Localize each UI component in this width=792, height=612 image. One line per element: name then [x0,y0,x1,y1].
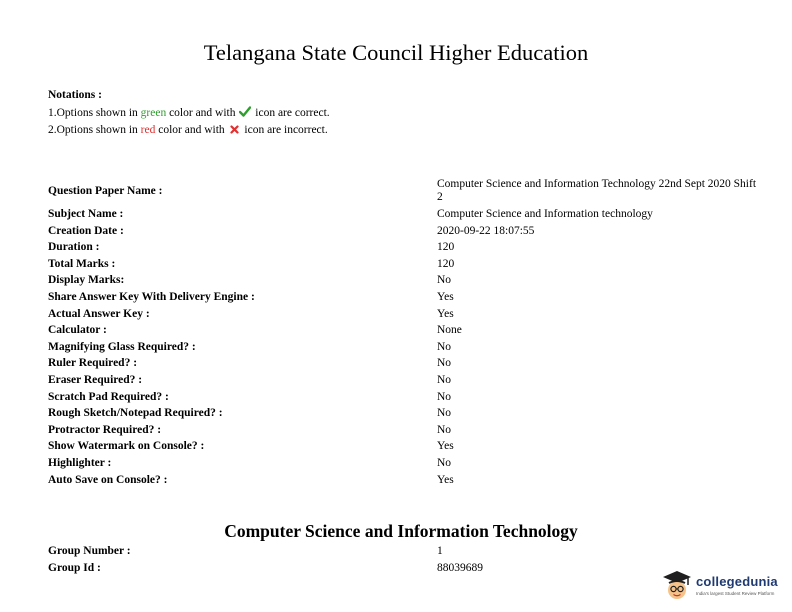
green-word: green [140,107,167,119]
notation-correct [48,106,330,120]
detail-row [48,208,768,225]
detail-row [48,457,768,474]
detail-row [48,474,768,491]
detail-label: Actual Answer Key : [48,307,150,320]
detail-label: Total Marks : [48,257,116,270]
detail-value: Computer Science and Information Technology 22nd Sept 2020 Shift 2 [437,178,757,203]
brand-name: collegedunia [696,574,778,589]
section-title: Computer Science and Information Technology [224,521,578,541]
detail-label: Protractor Required? : [48,423,162,436]
detail-label: Display Marks: [48,274,125,287]
group-details [48,545,768,578]
detail-value: No [437,390,452,403]
detail-row [48,357,768,374]
detail-label: Subject Name : [48,208,124,220]
cross-icon [228,123,242,137]
detail-value: No [437,456,452,469]
notation-text: color and with [166,107,239,119]
detail-value: Yes [437,290,454,303]
detail-label: Duration : [48,241,100,254]
notation-text: 2.Options shown in [48,124,141,136]
detail-value: Yes [437,307,454,320]
detail-value: 2020-09-22 18:07:55 [437,224,535,237]
detail-row [48,178,768,208]
detail-label: Rough Sketch/Notepad Required? : [48,407,223,420]
detail-row [48,391,768,408]
detail-value: Yes [437,440,454,453]
detail-label: Auto Save on Console? : [48,473,168,486]
detail-row [48,241,768,258]
detail-label: Question Paper Name : [48,185,163,197]
detail-row [48,374,768,391]
detail-row [48,225,768,242]
detail-label: Magnifying Glass Required? : [48,340,196,353]
detail-row [48,258,768,275]
brand-logo [661,568,786,602]
detail-value: None [437,324,462,337]
detail-label: Ruler Required? : [48,357,138,370]
detail-row [48,562,768,579]
detail-value: 88039689 [437,561,483,574]
detail-value: Computer Science and Information technology [437,208,653,220]
notations-heading: Notations : [48,89,102,101]
detail-value: No [437,340,452,353]
detail-label: Group Id : [48,561,101,574]
detail-row [48,274,768,291]
detail-row [48,424,768,441]
detail-value: Yes [437,473,454,486]
notation-incorrect [48,123,330,137]
notation-text: icon are incorrect. [241,124,328,136]
detail-label: Creation Date : [48,224,124,237]
detail-value: No [437,407,452,420]
paper-details [48,178,768,490]
detail-label: Eraser Required? : [48,373,143,386]
detail-label: Highlighter : [48,456,112,469]
detail-value: No [437,423,452,436]
detail-label: Scratch Pad Required? : [48,390,169,403]
notation-text: icon are correct. [252,107,330,119]
detail-row [48,407,768,424]
notation-text: 1.Options shown in [48,107,141,119]
detail-row [48,308,768,325]
detail-label: Group Number : [48,545,131,557]
detail-value: No [437,357,452,370]
page-title: Telangana State Council Higher Education [203,40,589,65]
detail-value: No [437,373,452,386]
detail-row [48,545,768,562]
detail-label: Calculator : [48,324,107,337]
detail-label: Share Answer Key With Delivery Engine : [48,290,255,303]
detail-row [48,291,768,308]
detail-row [48,341,768,358]
notation-text: color and with [155,124,228,136]
detail-row [48,440,768,457]
detail-value: No [437,274,452,287]
detail-value: 120 [437,257,455,270]
detail-row [48,324,768,341]
graduate-cap-icon [661,568,693,607]
detail-label: Show Watermark on Console? : [48,440,205,453]
check-icon [238,106,252,120]
detail-value: 1 [437,545,443,557]
detail-value: 120 [437,241,455,254]
brand-tagline: India's largest Student Review Platform [696,591,775,596]
notations [48,89,330,140]
red-word: red [140,124,156,136]
